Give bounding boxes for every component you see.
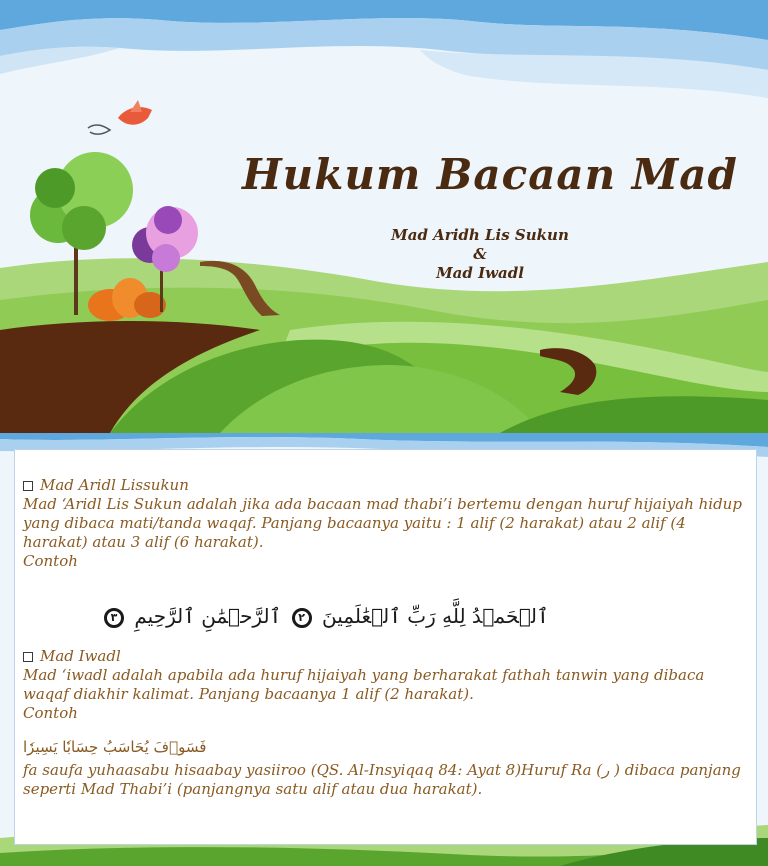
section-1-contoh: Contoh [23, 552, 78, 570]
ayah-number-3: ٣ [104, 608, 124, 628]
arabic-example-2: فَسَوۡفَ يُحَاسَبُ حِسَابٗا يَسِيرٗا [23, 738, 207, 756]
section-1-heading [23, 476, 745, 495]
arabic-example-1 [100, 604, 549, 628]
subtitle-line-1: Mad Aridh Lis Sukun [391, 226, 569, 244]
transliteration-text: fa saufa yuhaasabu hisaabay yasiiroo (QS. Al-Insyiqaq 84: Ayat 8)Huruf Ra (ر ) dibaca panjang seperti Mad Thabi’i (panjangnya satu alif atau dua harakat). [23, 761, 741, 798]
ayah-number-2: ٢ [292, 608, 312, 628]
checkbox-bullet-icon [23, 481, 33, 491]
arabic-verse-1: ٱلۡحَمۡدُ لِلَّهِ رَبِّ ٱلۡعَٰلَمِينَ [322, 604, 549, 628]
checkbox-bullet-icon [23, 652, 33, 662]
slide-title: Hukum Bacaan Mad [242, 150, 738, 199]
section-1-heading-text: Mad Aridl Lissukun [40, 476, 189, 494]
section-2-heading-text: Mad Iwadl [40, 647, 121, 665]
section-2-heading [23, 647, 745, 666]
subtitle-line-2: & [473, 245, 487, 263]
arabic-verse-2: ٱلرَّحۡمَٰنِ ٱلرَّحِيمِ [134, 604, 282, 628]
section-2-contoh: Contoh [23, 704, 78, 722]
section-1-body: Mad ‘Aridl Lis Sukun adalah jika ada bacaan mad thabi’i bertemu dengan huruf hijaiyah hidup yang dibaca mati/tanda waqaf. Panjang bacaanya yaitu : 1 alif (2 harakat) atau 2 alif (4 harakat) atau 3 alif (6 harakat). [23, 495, 742, 551]
section-2-body: Mad ‘iwadl adalah apabila ada huruf hijaiyah yang berharakat fathah tanwin yang dibaca waqaf diakhir kalimat. Panjang bacaanya 1 alif (2 harakat). [23, 666, 705, 703]
content-slide [0, 433, 768, 866]
content-box [14, 449, 757, 845]
subtitle-line-3: Mad Iwadl [436, 264, 524, 282]
slide-subtitle [370, 226, 590, 283]
